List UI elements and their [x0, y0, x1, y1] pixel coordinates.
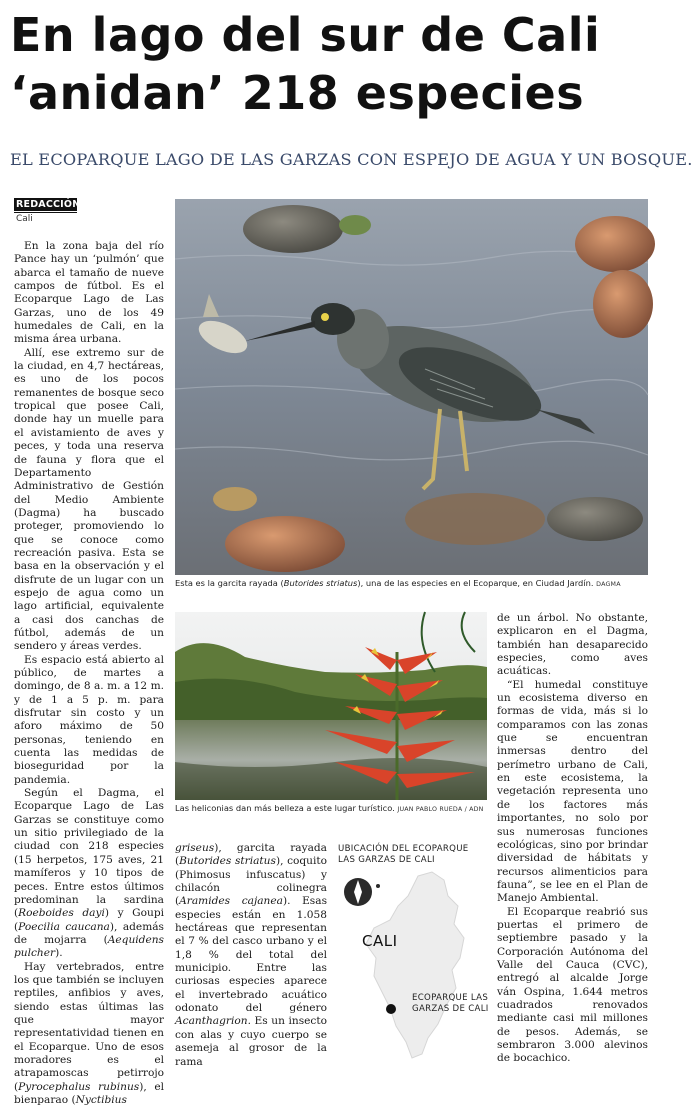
- paragraph: Es espacio está abierto al público, de martes a domingo, de 8 a. m. a 12 m. y de 1 a 5 p. m. para disfrutar sin costo y un aforo máximo de 50 personas, teniendo en cuenta las medidas de bioseguridad por la pandemia.: [14, 653, 164, 786]
- section-rule: [14, 212, 77, 213]
- paragraph: Allí, ese extremo sur de la ciudad, en 4,7 hectáreas, es uno de los pocos remanentes de bosque seco tropical que posee Cali, donde hay un muelle para el avistamiento de aves y peces, y toda una reserva de fauna y flora que el Departamento Administrativo de Gestión del Medio Ambiente (Dagma) ha buscado proteger, promoviendo lo que se conoce como recreación pasiva. Esta se basa en la observación y el disfrute de un lugar con un espejo de agua como un lago artificial, equivalente a casi dos canchas de fútbol, además de un sendero y áreas verdes.: [14, 346, 164, 653]
- paragraph: “El humedal constituye un ecosistema diverso en formas de vida, más si lo comparamos con las zonas que se encuentran inmersas dentro del perímetro urbano de Cali, en este ecosistema, la vegetación representa uno de los factores más importantes, no solo por sus numerosas funciones ecológicas, sino por brindar diversidad de hábitats y recursos alimenticios para fauna”, se lee en el Plan de Manejo Ambiental.: [497, 678, 648, 905]
- subheadline: EL ECOPARQUE LAGO DE LAS GARZAS CON ESPEJO DE AGUA Y UN BOSQUE.: [10, 150, 693, 169]
- photo-credit: JUAN PABLO RUEDA / ADN: [397, 806, 484, 813]
- compass-icon: [344, 878, 380, 906]
- paragraph: griseus), garcita rayada (Butorides striatus), coquito (Phimosus infuscatus) y chilacón colinegra (Aramides cajanea). Esas especies están en 1.058 hectáreas que representan el 7 % del casco urbano y el 1,8 % del total del municipio. Entre las curiosas especies aparece el invertebrado acuático odonato del género Acanthagrion. Es un insecto con alas y cuyo cuerpo se asemeja al grosor de la rama: [175, 842, 328, 1068]
- location-marker-icon: [386, 1004, 396, 1014]
- cali-map: [336, 866, 491, 1061]
- lake-photo: [175, 612, 487, 800]
- headline-line-2: ‘anidan’ 218 especies: [10, 66, 585, 120]
- paragraph: El Ecoparque reabrió sus puertas el primero de septiembre pasado y la Corporación Autónoma del Valle del Cauca (CVC), entregó al alcalde Jorge ván Ospina, 1.644 metros cuadrados renovados mediante casi mil millones de pesos. Además, se sembraron 3.000 alevinos de bocachico.: [497, 905, 648, 1065]
- article-column-right: [497, 612, 648, 1066]
- map-city-label: CALI: [362, 932, 398, 950]
- headline-line-1: En lago del sur de Cali: [10, 8, 601, 62]
- city-outline: [366, 872, 464, 1058]
- lake-caption: Las heliconias dan más belleza a este lugar turístico. JUAN PABLO RUEDA / ADN: [175, 803, 484, 813]
- section-city: Cali: [16, 214, 33, 224]
- map-title: UBICACIÓN DEL ECOPARQUE LAS GARZAS DE CALI: [338, 844, 469, 865]
- section-tag: REDACCIÓN: [16, 199, 81, 210]
- heliconia-lake-illustration: [175, 612, 487, 800]
- article-column-middle: [175, 842, 327, 1069]
- map-location-label: ECOPARQUE LAS GARZAS DE CALI: [412, 993, 489, 1014]
- paragraph: Hay vertebrados, entre los que también se incluyen reptiles, anfibios y aves, siendo estas últimas las que mayor representatividad tienen en el Ecoparque. Uno de esos moradores es el atrapamoscas petirrojo (Pyrocephalus rubinus), el bienparao (Nyctibius: [14, 960, 164, 1106]
- paragraph: Según el Dagma, el Ecoparque Lago de Las Garzas se constituye como un sitio privilegiado de la ciudad con 218 especies (15 herpetos, 175 aves, 21 mamíferos y 10 tipos de peces. Entre estos últimos predominan la sardina (Roeboides dayi) y Goupi (Poecilia caucana), además de mojarra (Aequidens pulcher).: [14, 787, 165, 960]
- headline: [10, 6, 660, 122]
- article-column-left: [14, 240, 164, 1107]
- heron-illustration: [175, 199, 648, 575]
- heron-caption: Esta es la garcita rayada (Butorides striatus), una de las especies en el Ecoparque, en Ciudad Jardín. DAGMA: [175, 578, 621, 588]
- photo-credit: DAGMA: [596, 581, 621, 588]
- heron-photo: [175, 199, 648, 575]
- paragraph: En la zona baja del río Pance hay un ‘pulmón’ que abarca el tamaño de nueve campos de fútbol. Es el Ecoparque Lago de Las Garzas, uno de los 49 humedales de Cali, en la misma área urbana.: [14, 240, 164, 346]
- paragraph: de un árbol. No obstante, explicaron en el Dagma, también han desaparecido especies, como aves acuáticas.: [497, 612, 648, 678]
